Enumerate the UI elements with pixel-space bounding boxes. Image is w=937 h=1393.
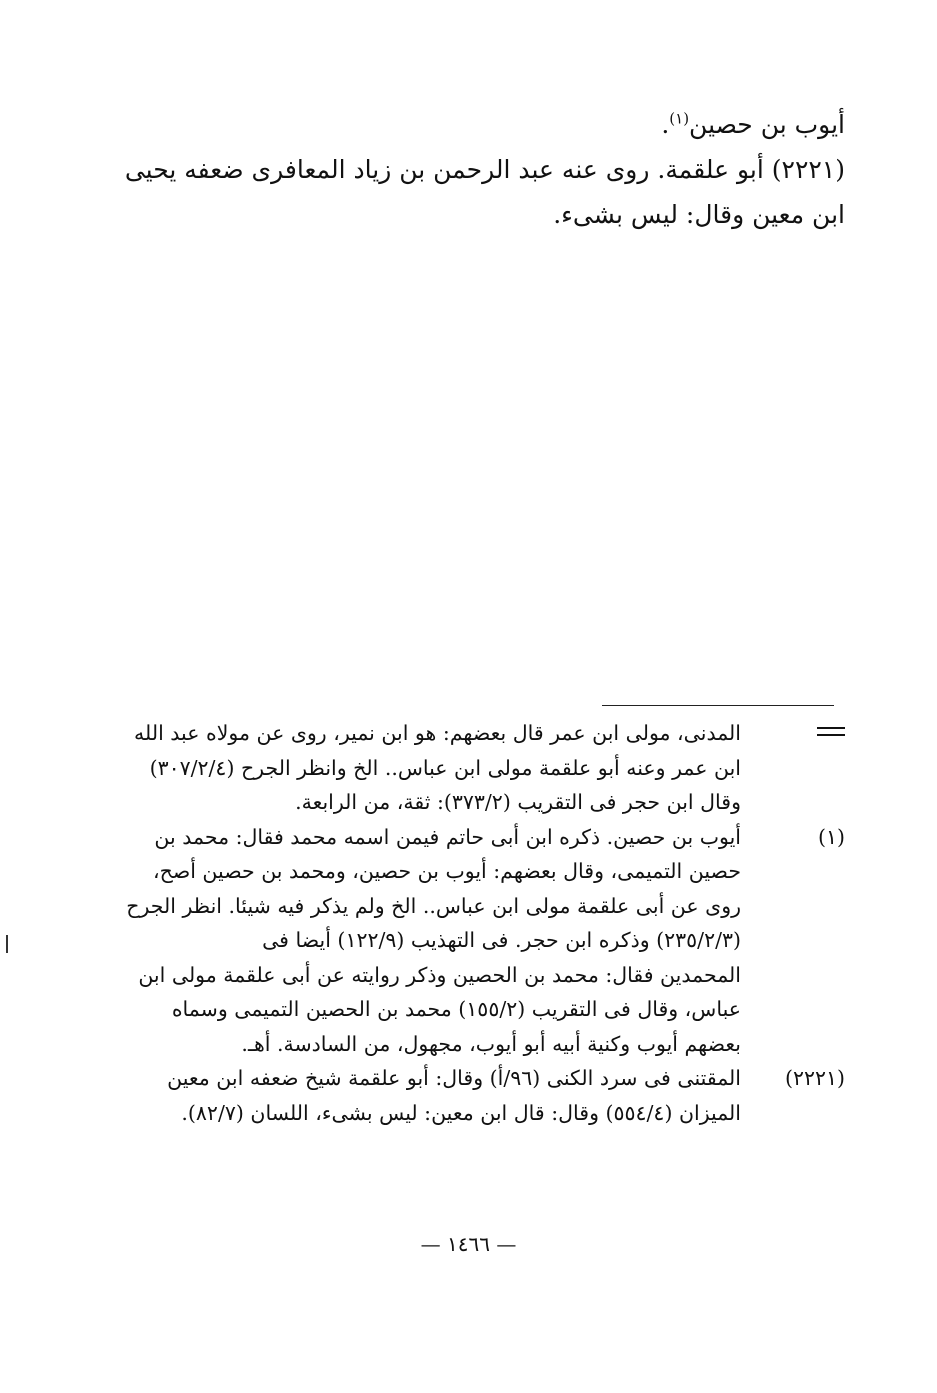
footnote-line: أيوب بن حصين. ذكره ابن أبى حاتم فيمن اسمه محمد فقال: محمد بن [154,824,741,849]
entry-name: أيوب بن حصين [689,110,845,139]
continuation-marker [817,727,845,741]
footnotes-section [95,716,845,1130]
entry-end-punctuation: . [661,110,670,139]
footnote-1-body [95,820,741,1062]
entry-2221-line-2: ابن معين وقال: ليس بشىء. [553,200,845,229]
scan-edge-mark [6,935,8,953]
main-text [95,102,845,237]
footnote-line: حصين التميمى، وقال بعضهم: أيوب بن حصين، ومحمد بن حصين أصح، [152,859,741,883]
footnote-continuation [95,716,845,820]
footnote-reference-1[interactable]: (١) [669,109,690,128]
footnote-line: المدنى، مولى ابن عمر قال بعضهم: هو ابن نمير، روى عن مولاه عبد الله [134,721,741,745]
footnote-line: الميزان (٥٥٤/٤) وقال: قال ابن معين: ليس بشىء، اللسان (٨٢/٧). [181,1100,741,1125]
footnote-line: (٢٣٥/٢/٣) وذكره ابن حجر. فى التهذيب (١٢٢/٩) أيضا فى [262,928,741,952]
footnote-line: المحمدين فقال: محمد بن الحصين وذكر روايته عن أبى علقمة مولى ابن [138,962,741,987]
footnote-1 [95,820,845,1062]
footnote-line: وقال ابن حجر فى التقريب (٣٧٣/٢): ثقة، من الرابعة. [295,790,741,814]
page-number: — ١٤٦٦ — [420,1232,517,1256]
footnote-line: بعضهم أيوب وكنية أبيه أبو أيوب، مجهول، من السادسة. أهـ. [241,1031,741,1056]
footnote-line: عباس، وقال فى التقريب (١٥٥/٢) محمد بن الحصين التميمى وسماه [171,997,741,1021]
footnote-line: المقتنى فى سرد الكنى (٩٦/أ) وقال: أبو علقمة شيخ ضعفه ابن معين [167,1066,741,1090]
previous-entry-line [95,102,845,147]
footnote-divider [602,705,834,706]
footnote-2221-marker: (٢٢٢١) [784,1066,845,1090]
footnote-2221 [95,1061,845,1130]
footnote-1-marker: (١) [817,824,845,849]
entry-2221-line-1: (٢٢٢١) أبو علقمة. روى عنه عبد الرحمن بن زياد المعافرى ضعفه يحيى [124,155,845,184]
footnote-continuation-body [95,716,741,820]
footnote-line: ابن عمر وعنه أبو علقمة مولى ابن عباس.. الخ وانظر الجرح (٣٠٧/٢/٤) [149,755,741,780]
footnote-2221-body [95,1061,741,1130]
footnote-line: روى عن أبى علقمة مولى ابن عباس.. الخ ولم يذكر فيه شيئا. انظر الجرح [126,893,741,918]
